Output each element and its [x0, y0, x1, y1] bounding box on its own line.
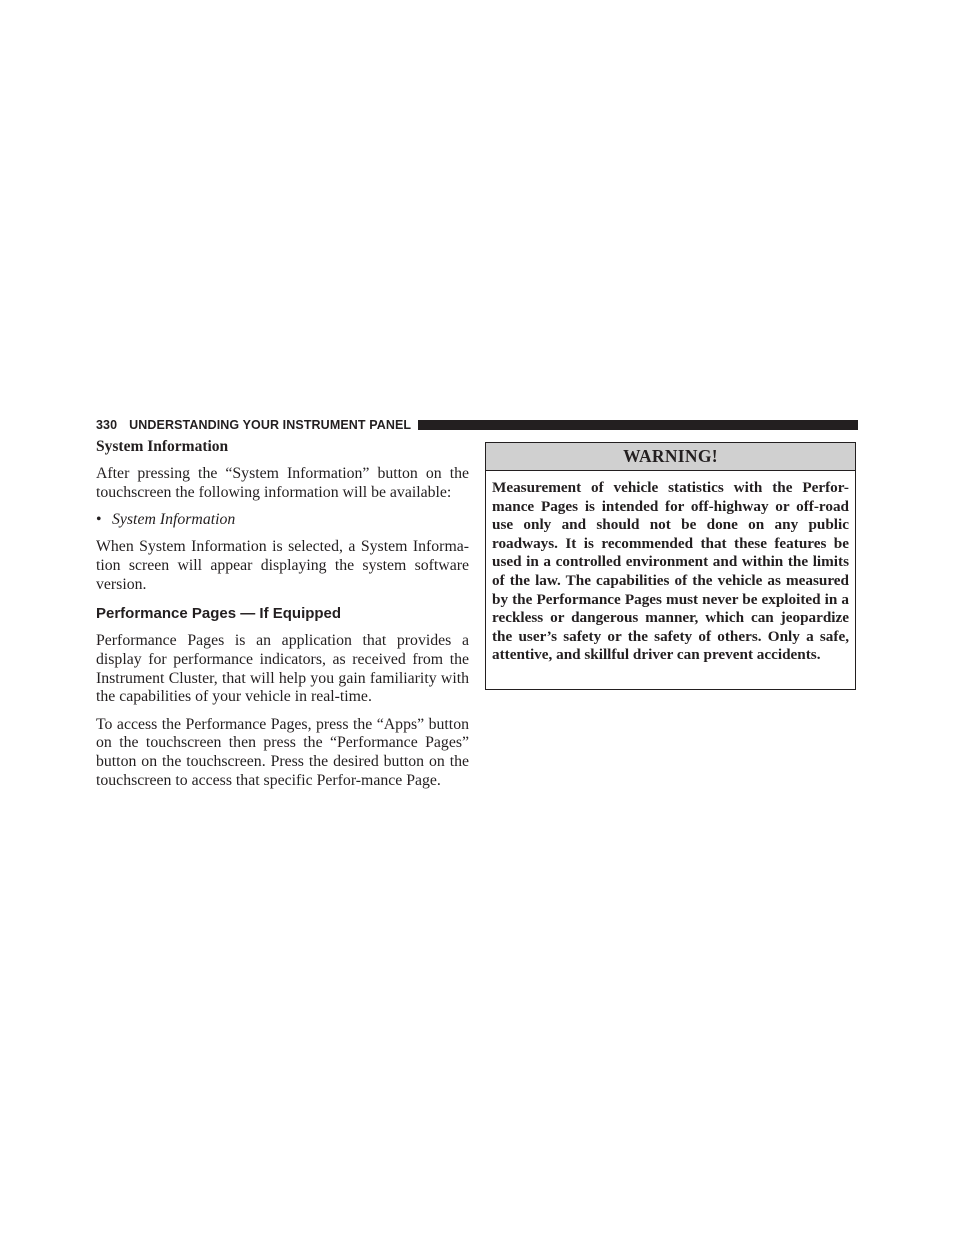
left-column [96, 437, 469, 799]
performance-pages-description: Performance Pages is an application that provides a display for performance indicators, as received from the Instrument Cluster, that will help you gain familiarity with the capabilities of your vehicle in real-time. [96, 632, 469, 706]
warning-title: WARNING! [486, 443, 855, 471]
bullet-list-item [96, 511, 469, 530]
system-information-heading: System Information [96, 438, 229, 455]
bullet-item-text: System Information [112, 510, 236, 528]
page-header [96, 417, 858, 433]
system-information-intro: After pressing the “System Information” button on the touchscreen the following information will be available: [96, 465, 469, 501]
warning-body: Measurement of vehicle statistics with the Perfor-mance Pages is intended for off-highway or off-road use only and should not be done on any public roadways. It is recommended that these features be used in a controlled environment and within the limits of the law. The capabilities of the vehicle as measured by the Performance Pages must never be exploited in a reckless or dangerous manner, which can jeopardize the user’s safety or the safety of others. Only a safe, attentive, and skillful driver can prevent accidents. [492, 479, 849, 664]
bullet-marker: • [96, 510, 102, 528]
page-number: 330 [96, 418, 118, 432]
warning-box [485, 442, 856, 690]
system-information-detail: When System Information is selected, a System Informa-tion screen will appear displaying the system software version. [96, 538, 469, 593]
performance-pages-access-instructions: To access the Performance Pages, press the “Apps” button on the touchscreen then press the “Performance Pages” button on the touchscreen. Press the desired button on the touchscreen to access that specific Perfor-mance Page. [96, 715, 469, 789]
header-rule [418, 420, 858, 430]
section-title: UNDERSTANDING YOUR INSTRUMENT PANEL [129, 418, 412, 432]
performance-pages-heading: Performance Pages — If Equipped [96, 605, 342, 623]
